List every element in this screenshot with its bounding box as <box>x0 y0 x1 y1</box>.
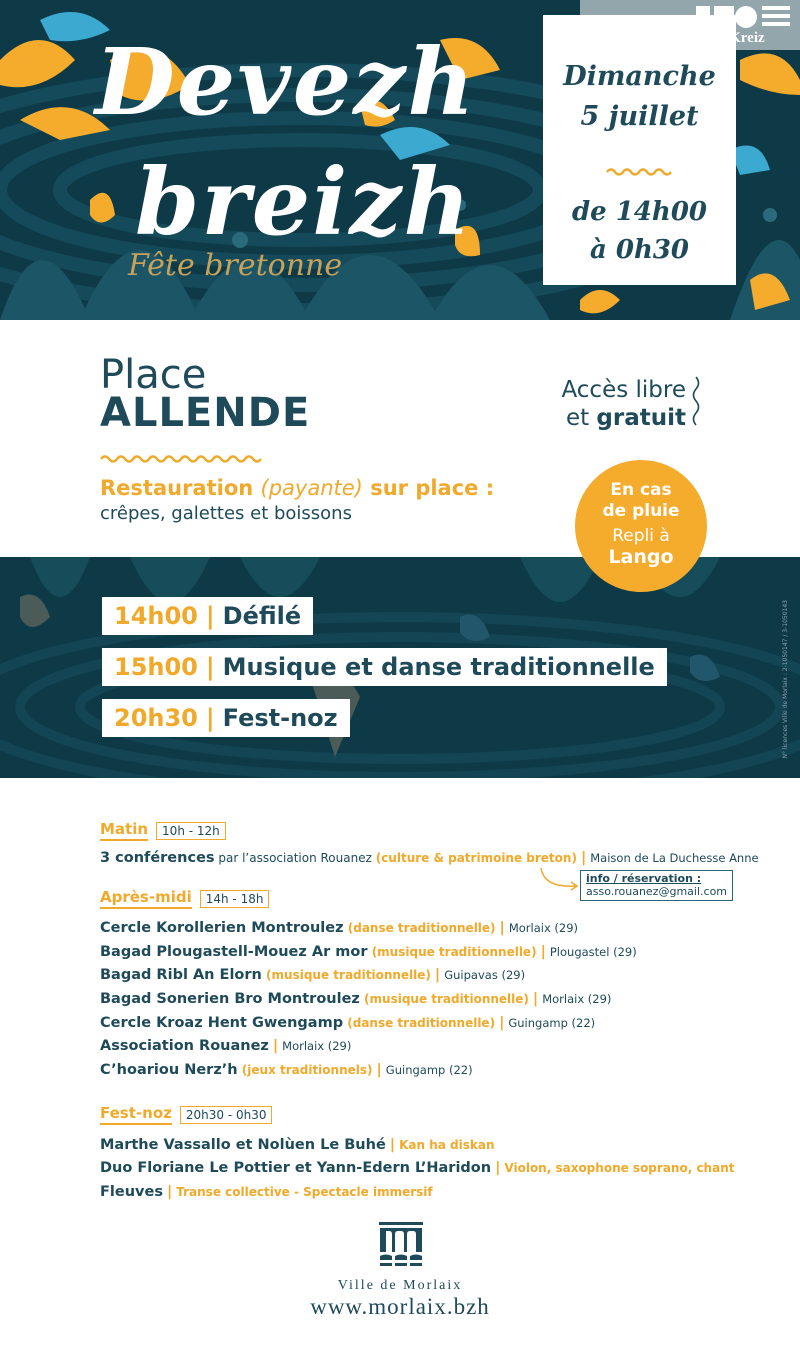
separator: | <box>389 1137 396 1153</box>
group-location: Guipavas (29) <box>444 968 526 982</box>
date-day: Dimanche <box>563 61 716 92</box>
program-sep: | <box>205 653 215 681</box>
vu-sur-label: vu sur <box>590 10 661 40</box>
group-location: Morlaix (29) <box>508 921 579 935</box>
artist-name: Marthe Vassallo et Nolùen Le Buhé <box>100 1137 386 1153</box>
footer-url-link[interactable]: www.morlaix.bzh <box>310 1294 490 1319</box>
morlaix-logo-icon <box>378 1222 424 1272</box>
program-time: 20h30 <box>114 704 198 732</box>
separator: | <box>495 1160 501 1176</box>
title-line-1: Devezh <box>95 28 477 136</box>
program-sep: | <box>205 704 215 732</box>
rain-location: Lango <box>608 546 674 568</box>
rain-line1: En cas <box>610 480 672 500</box>
curved-arrow-icon <box>538 866 582 894</box>
group-tag: (jeux traditionnels) <box>237 1063 373 1077</box>
section-label: Matin <box>100 820 148 841</box>
place-line1: Place <box>100 352 207 398</box>
date-card <box>543 15 736 285</box>
program-time: 15h00 <box>114 653 198 681</box>
separator: | <box>166 1184 173 1200</box>
section-apres-midi <box>100 888 269 909</box>
group-tag: (musique traditionnelle) <box>261 968 431 982</box>
rain-head <box>575 480 707 522</box>
conference-place: Maison de La Duchesse Anne <box>590 851 759 865</box>
licence-note: N° licences Ville de Morlaix : 2-1050147 / 3-1050143 <box>782 600 789 759</box>
vertical-wave-icon <box>690 376 702 432</box>
separator: | <box>376 1062 382 1078</box>
group-name: Association Rouanez <box>100 1038 269 1054</box>
list-item <box>100 1038 351 1054</box>
access-line1: Accès libre <box>561 377 686 403</box>
section-fest-noz <box>100 1104 272 1125</box>
artist-detail: Violon, saxophone soprano, chant <box>504 1161 735 1175</box>
section-label: Après-midi <box>100 888 192 909</box>
program-activity: Musique et danse traditionnelle <box>222 653 655 681</box>
program-activity: Défilé <box>222 602 302 630</box>
resto-paid: (payante) <box>260 476 363 500</box>
artist-detail: Transe collective - Spectacle immersif <box>176 1185 433 1199</box>
tammkreiz-brand: TammKreiz <box>688 30 765 46</box>
info-heading: info / réservation : <box>586 872 702 885</box>
restauration-title <box>100 476 494 500</box>
separator: | <box>499 1015 505 1031</box>
group-location: Plougastel (29) <box>549 945 637 959</box>
hero-banner <box>0 0 800 320</box>
group-tag: (danse traditionnelle) <box>343 1016 496 1030</box>
group-name: Cercle Korollerien Montroulez <box>100 920 344 936</box>
access-line2 <box>561 404 686 432</box>
tammkreiz-logo-icon <box>692 4 792 30</box>
program-item <box>102 699 350 737</box>
subtitle: Fête bretonne <box>128 248 343 283</box>
list-item <box>100 944 637 960</box>
footer-city: Ville de Morlaix <box>337 1278 463 1293</box>
list-item <box>100 1160 734 1176</box>
date-date: 5 juillet <box>580 101 699 132</box>
program-item <box>102 648 667 686</box>
list-item <box>100 920 578 936</box>
group-location: Morlaix (29) <box>542 992 612 1006</box>
artist-detail: Kan ha diskan <box>399 1138 495 1152</box>
group-name: Bagad Ribl An Elorn <box>100 967 262 983</box>
time-to: à 0h30 <box>589 235 690 265</box>
wave-divider-icon <box>100 454 262 464</box>
time-from: de 14h00 <box>571 197 708 227</box>
section-time: 20h30 - 0h30 <box>180 1106 273 1124</box>
rain-line3: Repli à <box>612 526 670 546</box>
conference-by: par l’association Rouanez <box>214 851 376 865</box>
separator: | <box>540 944 546 960</box>
tammkreiz-badge[interactable] <box>580 0 800 50</box>
group-location: Morlaix (29) <box>282 1039 352 1053</box>
restauration-items: crêpes, galettes et boissons <box>100 503 352 524</box>
separator: | <box>434 967 441 983</box>
wave-divider-icon <box>606 167 674 177</box>
section-time: 14h - 18h <box>200 890 270 908</box>
list-item <box>100 1184 433 1200</box>
info-email-link[interactable]: asso.rouanez@gmail.com <box>586 885 728 898</box>
separator: | <box>532 991 539 1007</box>
group-location: Guingamp (22) <box>385 1063 473 1077</box>
separator: | <box>272 1038 279 1054</box>
list-item <box>100 967 525 983</box>
access-free: gratuit <box>596 405 686 431</box>
group-tag: (musique traditionnelle) <box>367 945 537 959</box>
info-reservation-box <box>580 870 733 901</box>
program-sep: | <box>205 602 215 630</box>
section-time: 10h - 12h <box>156 822 226 840</box>
conference-row <box>100 850 759 866</box>
group-tag: (musique traditionnelle) <box>359 992 529 1006</box>
program-item <box>102 597 313 635</box>
group-name: Cercle Kroaz Hent Gwengamp <box>100 1015 344 1031</box>
program-time: 14h00 <box>114 602 198 630</box>
conference-tag: (culture & patrimoine breton) <box>375 851 577 865</box>
group-location: Guingamp (22) <box>508 1016 596 1030</box>
group-name: Bagad Plougastell-Mouez Ar mor <box>100 944 368 960</box>
group-tag: (danse traditionnelle) <box>343 921 496 935</box>
list-item <box>100 1137 494 1153</box>
rain-line2: de pluie <box>602 501 680 521</box>
resto-c: sur place : <box>362 476 495 500</box>
hours-block <box>543 193 736 269</box>
separator: | <box>580 850 587 866</box>
artist-name: Fleuves <box>100 1184 163 1200</box>
list-item <box>100 1015 595 1031</box>
section-matin <box>100 820 226 841</box>
title-line-2: breizh <box>135 148 473 256</box>
artist-name: Duo Floriane Le Pottier et Yann-Edern L’Haridon <box>100 1160 492 1176</box>
separator: | <box>499 920 505 936</box>
list-item <box>100 991 611 1007</box>
place-line2: ALLENDE <box>100 390 311 436</box>
access-prefix: et <box>565 405 597 431</box>
list-item <box>100 1062 473 1078</box>
resto-a: Restauration <box>100 476 261 500</box>
group-name: C’hoariou Nerz’h <box>100 1062 238 1078</box>
rain-fallback-badge <box>575 460 707 592</box>
conference-title: 3 conférences <box>100 850 215 866</box>
access-info <box>561 376 686 432</box>
program-activity: Fest-noz <box>222 704 338 732</box>
section-label: Fest-noz <box>100 1104 172 1125</box>
date-block <box>543 57 736 137</box>
group-name: Bagad Sonerien Bro Montroulez <box>100 991 360 1007</box>
